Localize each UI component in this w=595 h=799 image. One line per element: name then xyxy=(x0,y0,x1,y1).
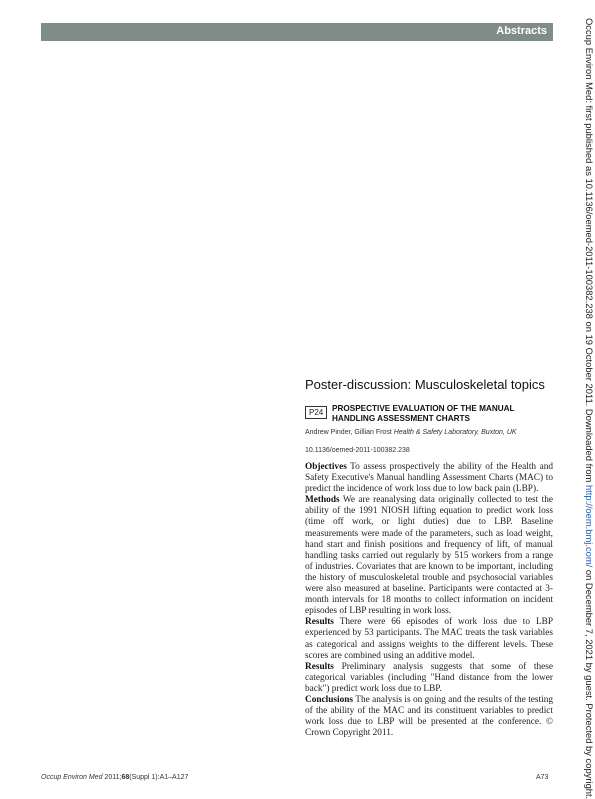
side-note xyxy=(583,18,595,799)
download-notice-suffix: on December 7, 2021 by guest. Protected by copyright. xyxy=(584,567,595,799)
header-bar xyxy=(41,23,553,41)
footer-citation xyxy=(41,774,188,781)
download-notice xyxy=(583,18,595,799)
paragraph-text: Preliminary analysis suggests that some of these categorical variables (including "Hand distance from the lower back") predict work loss due to LBP. xyxy=(305,661,553,694)
paragraph-heading: Methods xyxy=(305,495,340,506)
paragraph-results-1 xyxy=(305,617,553,661)
section-label: Abstracts xyxy=(496,25,547,37)
abstract-code: P24 xyxy=(305,406,327,419)
abstract-title: PROSPECTIVE EVALUATION OF THE MANUAL HANDLING ASSESSMENT CHARTS xyxy=(332,404,515,423)
paragraph-text: The analysis is on going and the results of the testing of the ability of the MAC and its constituent variables to predict work loss due to LBP will be presented at the conference. © Crown Copyright 2011. xyxy=(305,694,553,739)
paragraph-text: There were 66 episodes of work loss due to LBP experienced by 53 participants. The MAC treats the task variables as categorical and assigns weights to the different levels. These scores are combined using an additive model. xyxy=(305,617,553,661)
download-notice-prefix: Occup Environ Med: first published as 10.1136/oemed-2011-100382.238 on 19 October 2011. Downloaded from xyxy=(584,18,595,485)
footer-journal: Occup Environ Med xyxy=(41,774,103,781)
paragraph-text: To assess prospectively the ability of the Health and Safety Executive's Manual handling Assessment Charts (MAC) to predict the incidence of work loss due to low back pain (LBP). xyxy=(305,462,553,495)
paragraph-conclusions xyxy=(305,695,553,739)
doi: 10.1136/oemed-2011-100382.238 xyxy=(305,447,410,454)
page-number: A73 xyxy=(536,774,549,781)
section-title: Poster-discussion: Musculoskeletal topics xyxy=(305,377,545,392)
oem-link[interactable]: http://oem.bmj.com/ xyxy=(584,484,595,568)
footer-volume: 68 xyxy=(121,774,130,781)
paragraph-heading: Objectives xyxy=(305,462,347,472)
paragraph-text: We are reanalysing data originally collected to test the ability of the 1991 NIOSH lifting equation to predict work loss (time off work, or light duties) due to LBP. Baseline measurements were made of the parameters, such as load weight, hand start and finish positions and frequency of lift, of manual handling tasks carried out regularly by 515 workers from a range of industries. Covariates that are known to be important, including the history of musculoskeletal trouble and psychosocial variables were also measured at baseline. Participants were contacted at 3-month intervals for 18 months to collect information on incident episodes of LBP resulting in work loss. xyxy=(305,495,554,617)
abstract-body xyxy=(305,462,553,739)
paragraph-heading: Results xyxy=(305,661,334,672)
affiliation: Health & Safety Laboratory, Buxton, UK xyxy=(393,429,517,436)
footer-issue: (Suppl 1):A1–A127 xyxy=(129,774,189,781)
paragraph-results-2 xyxy=(305,662,553,695)
paragraph-heading: Results xyxy=(305,617,334,628)
paragraph-methods xyxy=(305,495,553,617)
paragraph-objectives xyxy=(305,462,553,495)
paragraph-heading: Conclusions xyxy=(305,694,354,705)
authors: Andrew Pinder, Gillian Frost xyxy=(305,429,392,436)
footer-year: 2011; xyxy=(102,774,122,781)
authors-line xyxy=(305,429,517,436)
